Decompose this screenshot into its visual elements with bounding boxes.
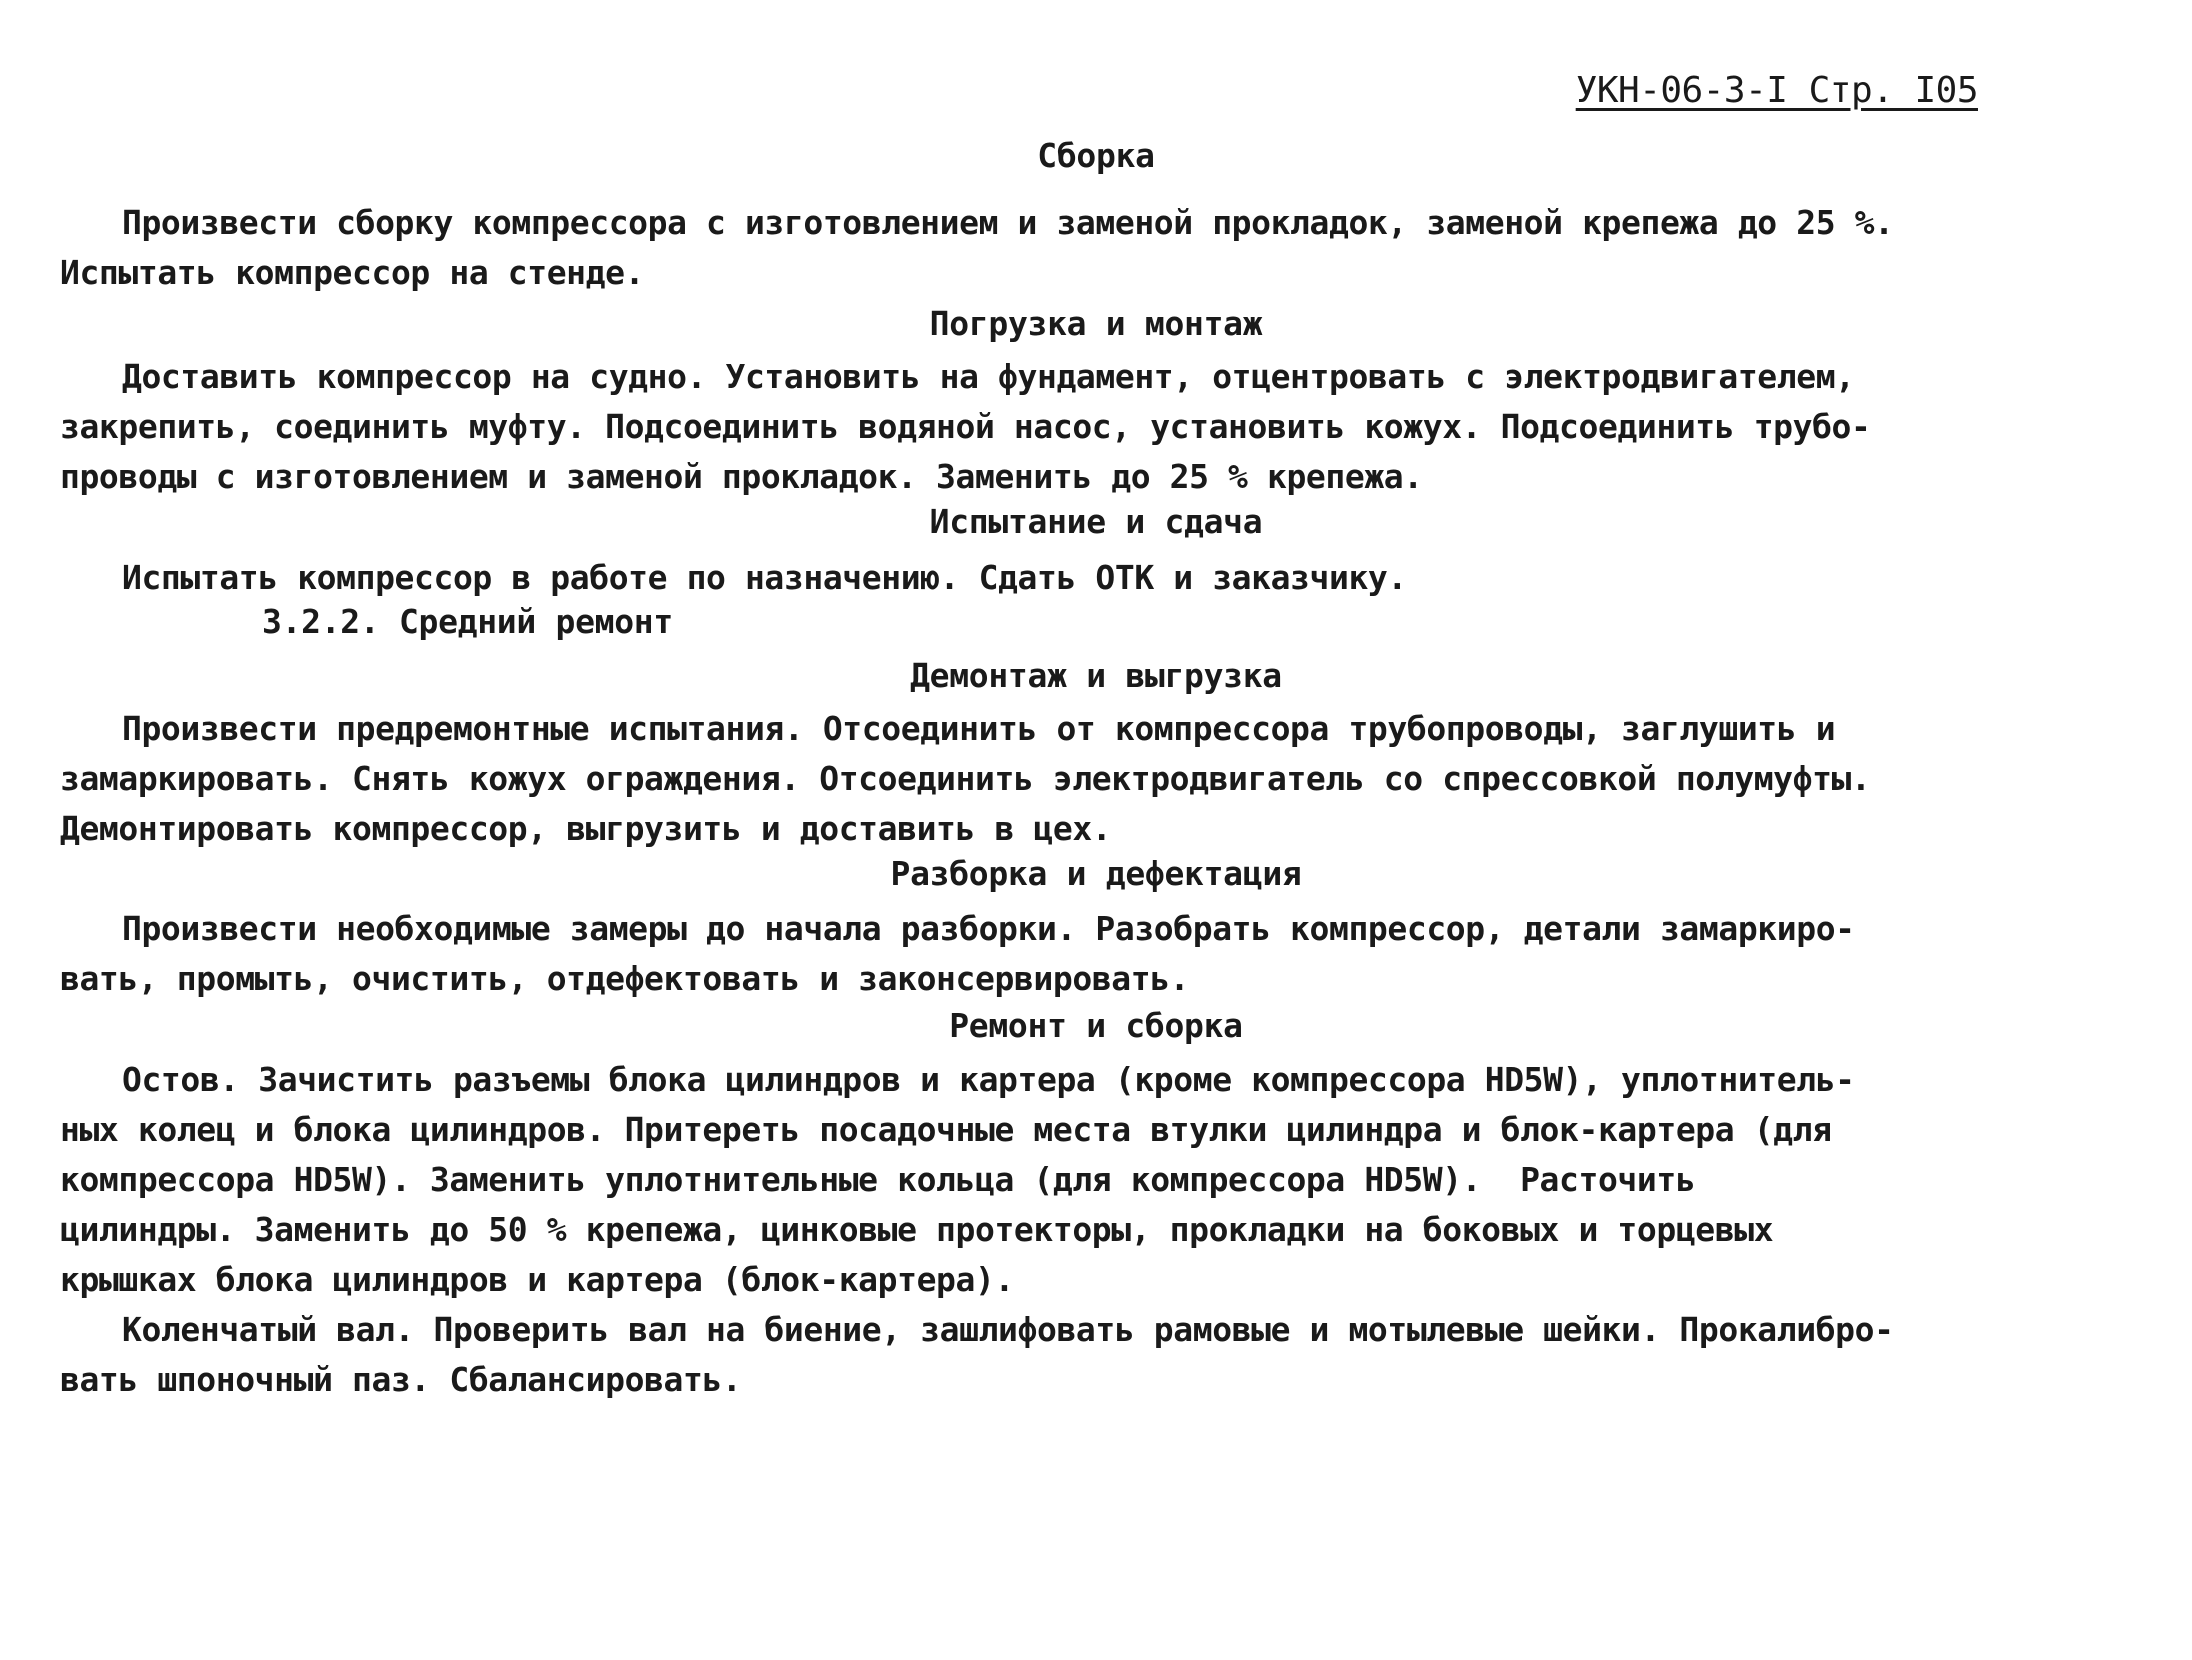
text-line: крышках блока цилиндров и картера (блок-картера).: [60, 1260, 1014, 1299]
section-title-dismantling: Демонтаж и выгрузка: [910, 656, 1282, 695]
subsection-title: 3.2.2. Средний ремонт: [262, 602, 673, 641]
text-line: Произвести необходимые замеры до начала разборки. Разобрать компрессор, детали замаркиро-: [122, 909, 1855, 948]
text-line: закрепить, соединить муфту. Подсоединить водяной насос, установить кожух. Подсоединить трубо-: [60, 407, 1871, 446]
text-line: цилиндры. Заменить до 50 % крепежа, цинковые протекторы, прокладки на боковых и торцевых: [60, 1210, 1774, 1249]
text-line: Произвести предремонтные испытания. Отсоединить от компрессора трубопроводы, заглушить и: [122, 709, 1836, 748]
paragraph-assembly: [60, 198, 1980, 298]
paragraph-dismantling: [60, 704, 1980, 854]
section-title-repair: Ремонт и сборка: [949, 1006, 1243, 1045]
text-line: компрессора HD5W). Заменить уплотнительные кольца (для компрессора HD5W). Расточить: [60, 1160, 1696, 1199]
paragraph-disassembly: [60, 904, 1980, 1004]
text-line: Демонтировать компрессор, выгрузить и доставить в цех.: [60, 809, 1112, 848]
text-line: Испытать компрессор на стенде.: [60, 253, 645, 292]
section-title-loading: Погрузка и монтаж: [929, 304, 1263, 343]
paragraph-testing: [60, 553, 1980, 603]
paragraph-frame: [60, 1055, 1980, 1305]
text-line: проводы с изготовлением и заменой прокладок. Заменить до 25 % крепежа.: [60, 457, 1423, 496]
text-line: Коленчатый вал. Проверить вал на биение, зашлифовать рамовые и мотылевые шейки. Прокалибро-: [122, 1310, 1894, 1349]
section-title-disassembly: Разборка и дефектация: [890, 854, 1302, 893]
text-line: Произвести сборку компрессора с изготовлением и заменой прокладок, заменой крепежа до 25 %.: [122, 203, 1894, 242]
text-line: Доставить компрессор на судно. Установить на фундамент, отцентровать с электродвигателем,: [122, 357, 1855, 396]
text-line: вать, промыть, очистить, отдефектовать и законсервировать.: [60, 959, 1190, 998]
text-line: замаркировать. Снять кожух ограждения. Отсоединить электродвигатель со спрессовкой полумуфты.: [60, 759, 1871, 798]
section-title-testing: Испытание и сдача: [929, 502, 1263, 541]
paragraph-crankshaft: [60, 1305, 1980, 1405]
section-title-assembly: Сборка: [1037, 136, 1155, 175]
text-line: Испытать компрессор в работе по назначению. Сдать ОТК и заказчику.: [122, 558, 1407, 597]
text-line: ных колец и блока цилиндров. Притереть посадочные места втулки цилиндра и блок-картера (для: [60, 1110, 1832, 1149]
paragraph-loading: [60, 352, 1980, 502]
document-code: УКН-06-3-I Стр. I05: [1575, 70, 1978, 111]
text-line: Остов. Зачистить разъемы блока цилиндров и картера (кроме компрессора HD5W), уплотнитель-: [122, 1060, 1855, 1099]
text-line: вать шпоночный паз. Сбалансировать.: [60, 1360, 742, 1399]
